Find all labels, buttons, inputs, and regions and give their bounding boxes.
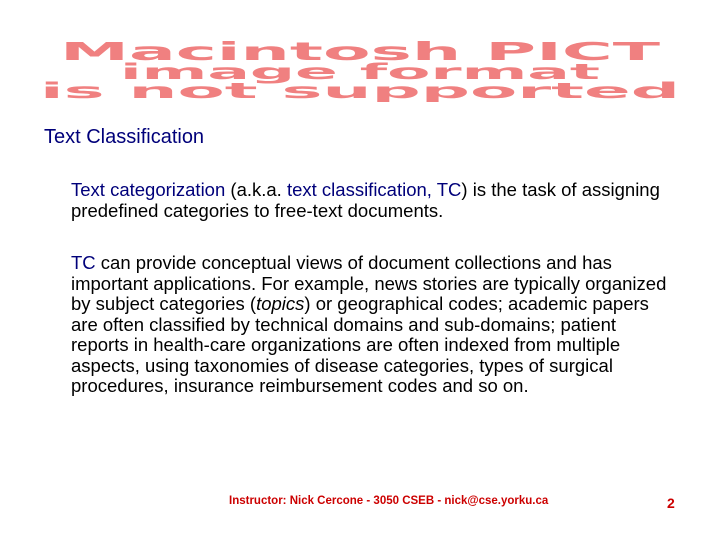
term-text-classification: text classification, TC [286,179,462,200]
page-number: 2 [667,495,675,511]
pict-placeholder-image [38,40,682,102]
para2-text-1: can provide conceptual views of document collections and has important applications. For example, news stories are typically organized by subject categories ( [71,252,667,314]
term-text-categorization: Text categorization [71,179,226,200]
para1-mid: (a.k.a. [225,179,287,200]
footer-instructor: Instructor: Nick Cercone - 3050 CSEB - nick@cse.yorku.ca [229,495,549,507]
para2-text-2: ) or geographical codes; academic papers are often classified by technical domains and sub-domains; patient reports in health-care organizations are often indexed from multiple aspects, using taxonomies of disease categories, types of surgical procedures, insurance reimbursement codes and so on. [71,293,649,396]
slide-heading: Text Classification [44,126,205,148]
pict-line-3: is not supported [40,79,680,102]
paragraph-definition [71,180,671,221]
term-tc: TC [71,252,96,273]
paragraph-applications [71,253,671,397]
term-topics: topics [256,293,305,314]
pict-placeholder-graphic [38,40,682,102]
pict-line-1: Macintosh PICT [60,40,660,66]
pict-line-2: image format [120,60,600,84]
para1-rest: ) is the task of assigning predefined categories to free-text documents. [71,179,660,221]
